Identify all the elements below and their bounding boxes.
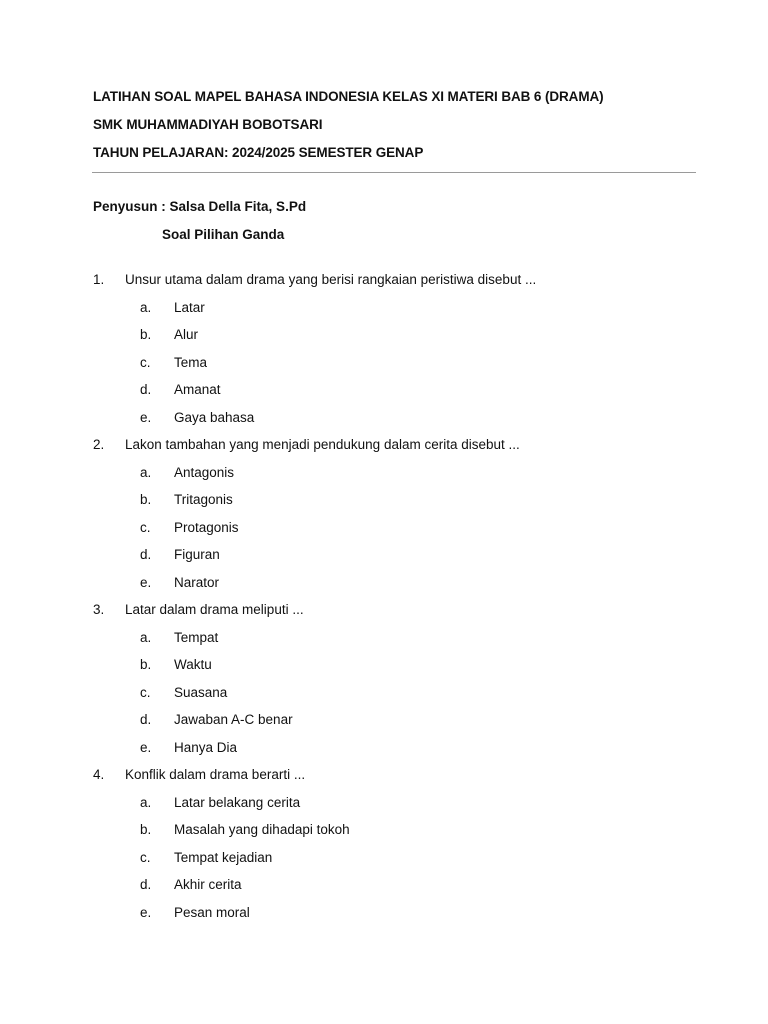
answer-option [0,732,768,760]
option-letter: a. [140,464,152,480]
option-text: Latar [174,299,205,315]
option-letter: b. [140,492,152,507]
option-text: Latar belakang cerita [174,794,301,810]
question-number: 2. [93,437,105,452]
option-letter: b. [140,822,152,837]
question-item [0,429,768,457]
option-letter: c. [140,519,151,535]
option-text: Alur [174,327,199,342]
option-text: Amanat [174,382,221,397]
school-name: SMK MUHAMMADIYAH BOBOTSARI [93,117,323,132]
question-item [0,264,768,292]
question-item [0,594,768,622]
option-letter: a. [140,299,152,315]
answer-option [0,484,768,512]
question-text: Unsur utama dalam drama yang berisi rangkaian peristiwa disebut ... [125,272,537,287]
answer-option [0,512,768,540]
header-divider [92,172,696,173]
question-number: 4. [93,767,105,782]
academic-year: TAHUN PELAJARAN: 2024/2025 SEMESTER GENAP [93,145,424,160]
answer-option [0,539,768,567]
option-text: Tema [174,354,208,370]
option-letter: e. [140,739,152,755]
option-letter: b. [140,657,152,672]
question-list [0,264,768,924]
question-item [0,759,768,787]
answer-option [0,704,768,732]
option-text: Suasana [174,684,228,700]
option-letter: d. [140,382,152,397]
option-text: Protagonis [174,519,239,535]
answer-option [0,567,768,595]
option-letter: d. [140,712,152,727]
option-text: Tempat kejadian [174,849,273,865]
option-text: Jawaban A-C benar [174,712,293,727]
author-line: Penyusun : Salsa Della Fita, S.Pd [93,199,307,214]
option-text: Figuran [174,547,220,562]
question-text: Konflik dalam drama berarti ... [125,767,306,782]
option-letter: e. [140,904,152,920]
question-text: Latar dalam drama meliputi ... [125,602,304,617]
section-title: Soal Pilihan Ganda [162,227,285,242]
answer-option [0,787,768,815]
option-text: Tritagonis [174,492,233,507]
option-text: Akhir cerita [174,877,242,892]
answer-option [0,649,768,677]
option-text: Waktu [174,657,212,672]
question-number: 1. [93,272,105,287]
answer-option [0,457,768,485]
answer-option [0,374,768,402]
question-text: Lakon tambahan yang menjadi pendukung dalam cerita disebut ... [125,437,520,452]
answer-option [0,814,768,842]
option-letter: c. [140,354,151,370]
answer-option [0,402,768,430]
option-letter: a. [140,794,152,810]
answer-option [0,347,768,375]
option-text: Masalah yang dihadapi tokoh [174,822,350,837]
answer-option [0,319,768,347]
option-letter: e. [140,574,152,590]
answer-option [0,842,768,870]
answer-option [0,869,768,897]
option-letter: c. [140,684,151,700]
option-text: Antagonis [174,464,235,480]
option-text: Narator [174,574,220,590]
document-title: LATIHAN SOAL MAPEL BAHASA INDONESIA KELAS XI MATERI BAB 6 (DRAMA) [93,89,604,104]
answer-option [0,622,768,650]
option-letter: e. [140,409,152,425]
option-letter: b. [140,327,152,342]
option-letter: a. [140,629,152,645]
option-letter: c. [140,849,151,865]
answer-option [0,897,768,925]
answer-option [0,677,768,705]
option-text: Pesan moral [174,904,250,920]
option-text: Hanya Dia [174,739,238,755]
answer-option [0,292,768,320]
option-text: Tempat [174,629,219,645]
option-letter: d. [140,877,152,892]
option-text: Gaya bahasa [174,409,255,425]
question-number: 3. [93,602,105,617]
option-letter: d. [140,547,152,562]
